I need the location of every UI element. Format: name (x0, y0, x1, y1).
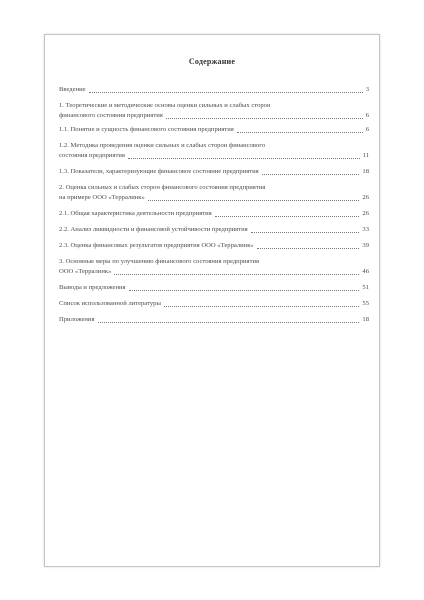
toc-page-number: 18 (362, 316, 369, 323)
toc-page-number: 51 (362, 284, 369, 291)
toc-entry-text: 3. Основные меры по улучшению финансового состояния предприятия (59, 258, 260, 265)
toc-page-number: 6 (365, 126, 369, 133)
toc-entry-label: Список использованной литературы (59, 300, 161, 307)
toc-entry-line (59, 125, 369, 135)
toc-page-number: 26 (362, 194, 369, 201)
toc-entry (59, 257, 369, 277)
toc-entry-line (59, 267, 369, 277)
toc-title: Содержание (188, 57, 236, 66)
dot-leader (262, 174, 360, 175)
toc-entry-label: состояния предприятия (59, 152, 125, 159)
toc-entry-label: ООО «Терралинк» (59, 268, 112, 275)
toc-entry-text: 1. Теоретические и методические основы оценки сильных и слабых сторон (59, 102, 271, 109)
toc-entry-line (59, 111, 369, 121)
toc-entry-line (59, 225, 369, 235)
toc-entry (59, 283, 369, 293)
toc-page-number: 55 (362, 300, 369, 307)
toc-entry-line (59, 209, 369, 219)
toc-entry-line (59, 299, 369, 309)
toc-page-number: 3 (365, 86, 369, 93)
toc-entry-label: 2.3. Оценка финансовых результатов предприятия ООО «Терралинк» (59, 242, 254, 249)
toc-entry-line (59, 241, 369, 251)
toc-page-number: 46 (362, 268, 369, 275)
dot-leader (251, 232, 360, 233)
dot-leader (89, 92, 363, 93)
toc-page-number: 18 (362, 168, 369, 175)
toc-entry-label: Выводы и предложения (59, 284, 126, 291)
dot-leader (257, 248, 360, 249)
dot-leader (215, 216, 360, 217)
dot-leader (237, 132, 363, 133)
toc-page-number: 26 (362, 210, 369, 217)
toc-entry-line (59, 85, 369, 95)
toc-entry (59, 141, 369, 161)
toc-entry (59, 85, 369, 95)
toc-entry-label: Приложения (59, 316, 95, 323)
toc-entry (59, 315, 369, 325)
toc-entry-line (59, 315, 369, 325)
toc-entry (59, 101, 369, 121)
toc-entry-label: 2.1. Общая характеристика деятельности предприятия (59, 210, 212, 217)
dot-leader (114, 274, 359, 275)
toc-entry-label: на примере ООО «Терралинк» (59, 194, 145, 201)
toc-entry-label: 1.1. Понятие и сущность финансового состояния предприятия (59, 126, 234, 133)
table-of-contents (59, 85, 369, 325)
toc-entry-line (59, 283, 369, 293)
toc-entry-text: 2. Оценка сильных и слабых сторон финансового состояния предприятия (59, 184, 266, 191)
dot-leader (128, 158, 360, 159)
toc-entry-label: 1.3. Показатели, характеризующие финансовое состояние предприятия (59, 168, 259, 175)
toc-page-number: 33 (362, 226, 369, 233)
dot-leader (148, 200, 360, 201)
toc-entry-text: 1.2. Методика проведения оценки сильных и слабых сторон финансового (59, 142, 266, 149)
toc-page-number: 39 (362, 242, 369, 249)
toc-entry-label: Введение (59, 86, 86, 93)
toc-entry-line (59, 151, 369, 161)
document-page (44, 34, 380, 567)
toc-entry-label: финансового состояния предприятия (59, 112, 163, 119)
toc-entry-line (59, 193, 369, 203)
toc-entry (59, 167, 369, 177)
dot-leader (98, 322, 360, 323)
toc-entry (59, 125, 369, 135)
toc-entry (59, 241, 369, 251)
toc-entry (59, 209, 369, 219)
dot-leader (166, 118, 363, 119)
dot-leader (129, 290, 360, 291)
toc-entry-line (59, 167, 369, 177)
toc-entry (59, 225, 369, 235)
toc-page-number: 6 (365, 112, 369, 119)
toc-entry-label: 2.2. Анализ ликвидности и финансовой устойчивости предприятия (59, 226, 248, 233)
toc-entry (59, 183, 369, 203)
toc-page-number: 11 (362, 152, 369, 159)
dot-leader (164, 306, 360, 307)
toc-entry (59, 299, 369, 309)
